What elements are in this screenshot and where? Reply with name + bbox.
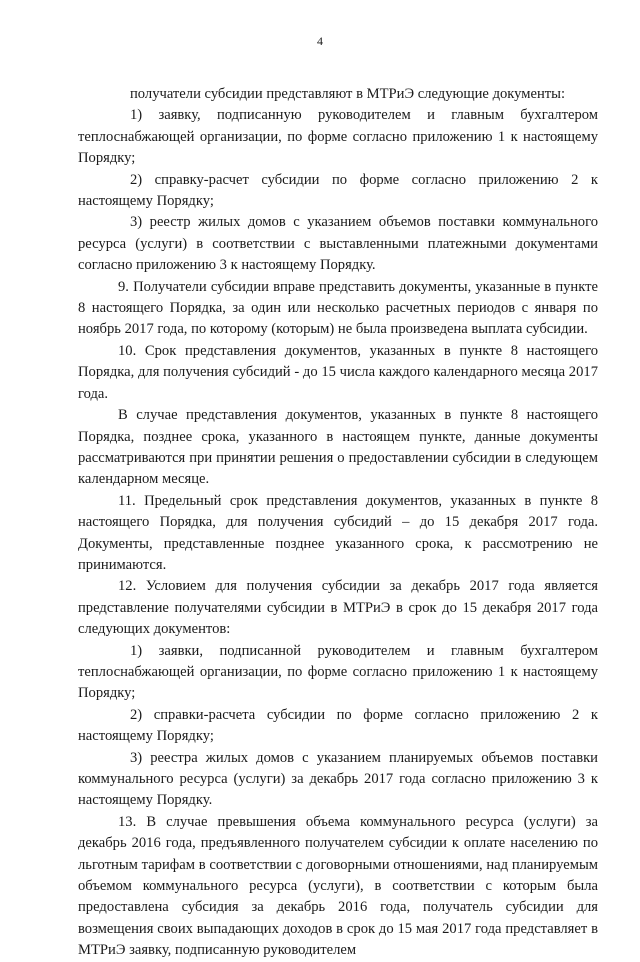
paragraph-clause-9: 9. Получатели субсидии вправе представить документы, указанные в пункте 8 настоящего Порядка, за один или несколько расчетных периодов с января по ноябрь 2017 года, по которому (которым) не была произведена выплата субсидии. — [78, 278, 598, 338]
paragraph-clause-11: 11. Предельный срок представления документов, указанных в пункте 8 настоящего Порядка, для получения субсидий – до 15 декабря 2017 года. Документы, представленные позднее указанного срока, к рассмотрению не принимаются. — [78, 492, 598, 573]
document-body — [78, 84, 598, 962]
list-item: 1) заявку, подписанную руководителем и главным бухгалтером теплоснабжающей организации, по форме согласно приложению 1 к настоящему Порядку; — [78, 107, 598, 167]
paragraph-late-submission: В случае представления документов, указанных в пункте 8 настоящего Порядка, позднее срока, указанного в настоящем пункте, данные документы рассматриваются при принятии решения о предоставлении субсидии в следующем календарном месяце. — [78, 407, 598, 488]
list-item: 3) реестра жилых домов с указанием планируемых объемов поставки коммунального ресурса (услуги) за декабрь 2017 года согласно приложению 3 к настоящему Порядку. — [78, 749, 598, 809]
paragraph-clause-12: 12. Условием для получения субсидии за декабрь 2017 года является представление получателями субсидии в МТРиЭ в срок до 15 декабря 2017 года следующих документов: — [78, 578, 598, 638]
list-item: 1) заявки, подписанной руководителем и главным бухгалтером теплоснабжающей организации, по форме согласно приложению 1 к настоящему Порядку; — [78, 642, 598, 702]
list-item: 2) справку-расчет субсидии по форме согласно приложению 2 к настоящему Порядку; — [78, 171, 598, 210]
paragraph-intro: получатели субсидии представляют в МТРиЭ следующие документы: — [130, 86, 566, 102]
list-item: 2) справки-расчета субсидии по форме согласно приложению 2 к настоящему Порядку; — [78, 706, 598, 745]
page-number: 4 — [317, 34, 323, 48]
paragraph-clause-13: 13. В случае превышения объема коммунального ресурса (услуги) за декабрь 2016 года, предъявленного получателем субсидии к оплате населению по льготным тарифам в соответствии с договорными отношениями, над планируемым объемом коммунального ресурса (услуги), в соответствии с которым была предоставлена субсидия за декабрь 2016 года, получатель субсидии для возмещения своих выпадающих доходов в срок до 15 мая 2017 года представляет в МТРиЭ заявку, подписанную руководителем — [78, 813, 598, 959]
paragraph-clause-10: 10. Срок представления документов, указанных в пункте 8 настоящего Порядка, для получения субсидий - до 15 числа каждого календарного месяца 2017 года. — [78, 342, 598, 402]
list-item: 3) реестр жилых домов с указанием объемов поставки коммунального ресурса (услуги) в соответствии с выставленными платежными документами согласно приложению 3 к настоящему Порядку. — [78, 214, 598, 274]
